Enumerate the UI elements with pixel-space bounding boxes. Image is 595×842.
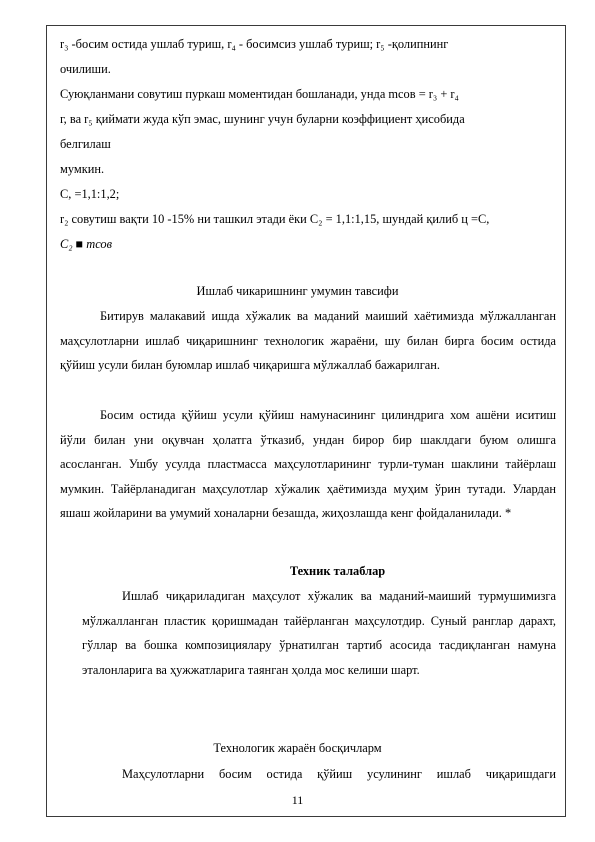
text-line-2: очилиши.: [60, 62, 111, 76]
paragraph-process-1: Маҳсулотларни босим остида қўйиш усулининг ишлаб чиқаришдаги: [122, 767, 556, 781]
paragraph-general-1: Битирув малакавий ишда хўжалик ва маданий маиший хаётимизда мўлжалланган маҳсулотларни ишлаб чиқаришнинг технологик жараёни, шу билан бирга босим остида қўйиш усули билан буюмлар ишлаб чиқаришга мўлжаллаб бажарилган.: [60, 309, 556, 373]
paragraph-general-2: Босим остида қўйиш усули қўйиш намунасининг цилиндрига хом ашёни иситиш йўли билан уни оқувчан ҳолатга ўтказиб, ундан бирор бир шаклдаги буюм олишга асосланган. Ушбу усулда пластмасса маҳсулотларининг турли-туман шаклини тайёрлаш мумкин. Тайёрланадиган маҳсулотлар хўжалик ҳаётимизда муҳим ўрин тутади. Улардан яшаш жойларини ва умумий хоналарни безашда, жиҳозлашда кенг фойдаланилади. *: [60, 408, 556, 521]
text-line-5: белгилаш: [60, 137, 111, 151]
text-line-1: r₃ -босим остида ушлаб туриш, r₄ - босимсиз ушлаб туриш; r₅ -қолипнинг: [60, 37, 449, 51]
section-heading-process: Технологик жараён босқичларм: [213, 741, 382, 755]
text-line-8: r₂ совутиш вақти 10 -15% ни ташкил этади ёки C₂ = 1,1:1,15, шундай қилиб ц =C,: [60, 212, 490, 226]
page-number: 11: [291, 793, 304, 807]
text-line-3: Суюқланмани совутиш пуркаш моментидан бошланади, унда mсов = r₃ + r₄: [60, 87, 459, 101]
section-heading-general: Ишлаб чикаришнинг умумин тавсифи: [196, 284, 399, 298]
text-line-9: C₂ ■ mсов: [60, 237, 112, 251]
text-line-7: C, =1,1:1,2;: [60, 187, 120, 201]
text-line-6: мумкин.: [60, 162, 105, 176]
section-heading-technical: Техник талаблар: [289, 564, 386, 578]
text-line-4: г, ва r₅ қиймати жуда кўп эмас, шунинг учун буларни коэффициент ҳисобида: [60, 112, 465, 126]
paragraph-technical-1: Ишлаб чиқариладиган маҳсулот хўжалик ва маданий-маиший турмушимизга мўлжалланган пластик қоришмадан тайёрланган маҳсулотдир. Суный ранглар дарахт, гўллар ва бошка композициялару ўрнатилган тартиб асосида тасдиқланган намуна эталонларига ва ҳужжатларига таянган ҳолда мос келиши шарт.: [82, 589, 556, 677]
